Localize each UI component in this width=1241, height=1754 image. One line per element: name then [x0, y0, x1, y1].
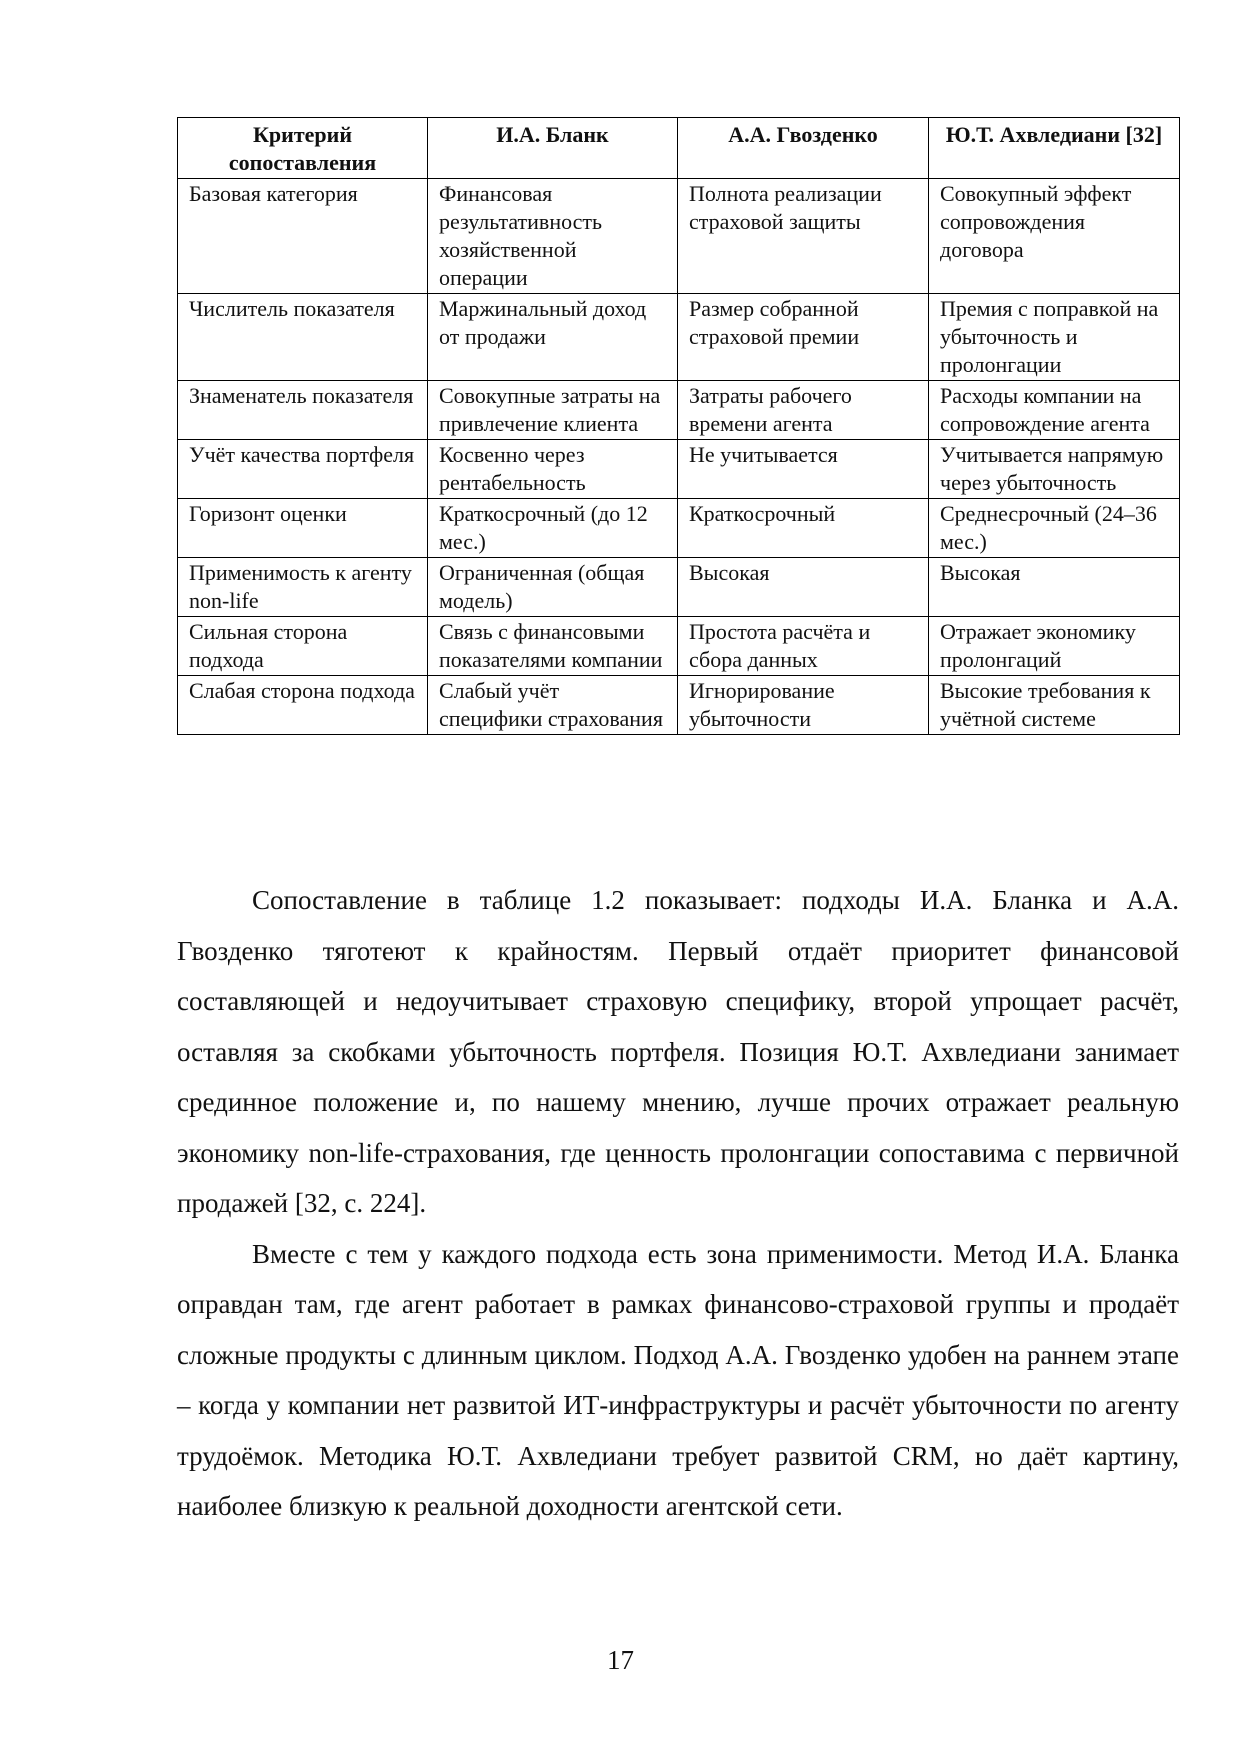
- paragraph: Сопоставление в таблице 1.2 показывает: подходы И.А. Бланка и А.А. Гвозденко тяготеют к крайностям. Первый отдаёт приоритет финансовой составляющей и недоучитывает страховую специфику, второй упрощает расчёт, оставляя за скобками убыточность портфеля. Позиция Ю.Т. Ахвледиани занимает срединное положение и, по нашему мнению, лучше прочих отражает реальную экономику non-life-страхования, где ценность пролонгации сопоставима с первичной продажей [32, с. 224].: [177, 885, 1179, 1218]
- page-number: 17: [607, 1645, 634, 1675]
- table-row: [178, 617, 1180, 676]
- table-row: [178, 179, 1180, 294]
- table-cell: Краткосрочный (до 12 мес.): [428, 499, 678, 558]
- table-cell: Финансовая результативность хозяйственной операции: [428, 179, 678, 294]
- table-row: [178, 381, 1180, 440]
- table-cell: Отражает экономику пролонгаций: [929, 617, 1180, 676]
- table-cell: Учёт качества портфеля: [178, 440, 428, 499]
- table-cell: Горизонт оценки: [178, 499, 428, 558]
- table-header-cell: И.А. Бланк: [428, 118, 678, 179]
- table-row: [178, 440, 1180, 499]
- table-cell: Сильная сторона подхода: [178, 617, 428, 676]
- table-cell: Числитель показателя: [178, 294, 428, 381]
- comparison-table: [177, 117, 1180, 735]
- table-cell: Ограниченная (общая модель): [428, 558, 678, 617]
- table-cell: Слабая сторона подхода: [178, 676, 428, 735]
- table-header-row: [178, 118, 1180, 179]
- table-cell: Простота расчёта и сбора данных: [678, 617, 929, 676]
- table-row: [178, 499, 1180, 558]
- table-cell: Базовая категория: [178, 179, 428, 294]
- table-cell: Учитывается напрямую через убыточность: [929, 440, 1180, 499]
- table-header-cell: Ю.Т. Ахвледиани [32]: [929, 118, 1180, 179]
- table-cell: Высокая: [929, 558, 1180, 617]
- table-cell: Краткосрочный: [678, 499, 929, 558]
- table-cell: Маржинальный доход от продажи: [428, 294, 678, 381]
- table-cell: Расходы компании на сопровождение агента: [929, 381, 1180, 440]
- table-header-cell: А.А. Гвозденко: [678, 118, 929, 179]
- table-cell: Высокие требования к учётной системе: [929, 676, 1180, 735]
- table-cell: Среднесрочный (24–36 мес.): [929, 499, 1180, 558]
- table-cell: Косвенно через рентабельность: [428, 440, 678, 499]
- table-cell: Совокупные затраты на привлечение клиента: [428, 381, 678, 440]
- table-cell: Слабый учёт специфики страхования: [428, 676, 678, 735]
- table-cell: Размер собранной страховой премии: [678, 294, 929, 381]
- paragraph: Вместе с тем у каждого подхода есть зона применимости. Метод И.А. Бланка оправдан там, где агент работает в рамках финансово-страховой группы и продаёт сложные продукты с длинным циклом. Подход А.А. Гвозденко удобен на раннем этапе – когда у компании нет развитой ИТ-инфраструктуры и расчёт убыточности по агенту трудоёмок. Методика Ю.Т. Ахвледиани требует развитой CRM, но даёт картину, наиболее близкую к реальной доходности агентской сети.: [177, 1238, 1179, 1521]
- table-row: [178, 558, 1180, 617]
- table-row: [178, 294, 1180, 381]
- table-cell: Игнорирование убыточности: [678, 676, 929, 735]
- table-cell: Применимость к агенту non-life: [178, 558, 428, 617]
- table-cell: Высокая: [678, 558, 929, 617]
- table-cell: Премия с поправкой на убыточность и пролонгации: [929, 294, 1180, 381]
- table-cell: Затраты рабочего времени агента: [678, 381, 929, 440]
- table-cell: Связь с финансовыми показателями компании: [428, 617, 678, 676]
- body-text: [177, 875, 1179, 1532]
- table-cell: Не учитывается: [678, 440, 929, 499]
- table-cell: Совокупный эффект сопровождения договора: [929, 179, 1180, 294]
- table-header-cell: Критерий сопоставления: [178, 118, 428, 179]
- table-row: [178, 676, 1180, 735]
- table-cell: Знаменатель показателя: [178, 381, 428, 440]
- table-cell: Полнота реализации страховой защиты: [678, 179, 929, 294]
